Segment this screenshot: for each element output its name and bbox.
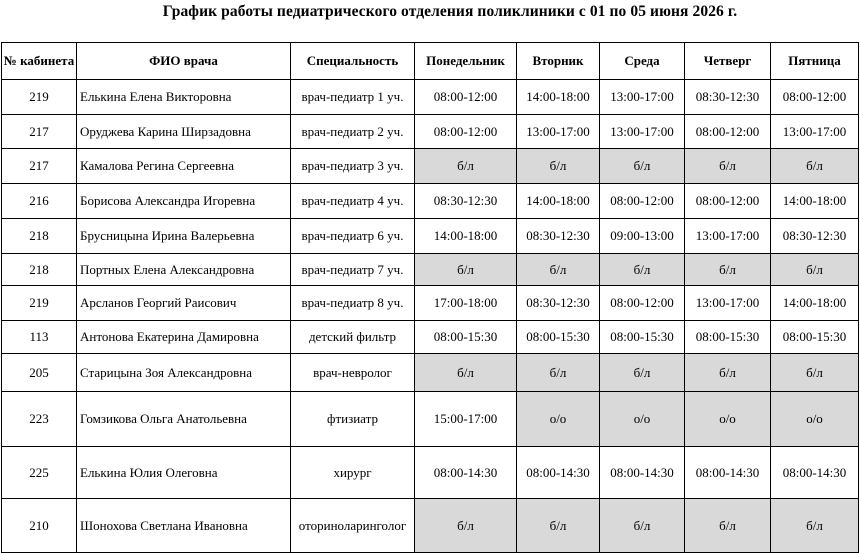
cell-thursday: б/л <box>685 254 771 286</box>
cell-doctor-name: Антонова Екатерина Дамировна <box>77 321 291 354</box>
table-row <box>2 447 859 499</box>
cell-doctor-name: Портных Елена Александровна <box>77 254 291 286</box>
table-row <box>2 254 859 286</box>
header-tuesday: Вторник <box>517 43 600 80</box>
cell-room: 218 <box>2 219 77 254</box>
table-row <box>2 149 859 184</box>
header-wednesday: Среда <box>600 43 685 80</box>
schedule-table <box>1 42 859 553</box>
cell-tuesday: б/л <box>517 149 600 184</box>
cell-room: 225 <box>2 447 77 499</box>
cell-doctor-name: Елькина Елена Викторовна <box>77 80 291 115</box>
cell-wednesday: 08:00-12:00 <box>600 184 685 219</box>
cell-tuesday: 08:30-12:30 <box>517 219 600 254</box>
cell-wednesday: 08:00-15:30 <box>600 321 685 354</box>
cell-specialty: хирург <box>291 447 415 499</box>
cell-monday: 08:30-12:30 <box>415 184 517 219</box>
table-row <box>2 392 859 447</box>
cell-wednesday: 08:00-14:30 <box>600 447 685 499</box>
cell-tuesday: о/о <box>517 392 600 447</box>
cell-specialty: оториноларинголог <box>291 499 415 553</box>
cell-specialty: врач-педиатр 6 уч. <box>291 219 415 254</box>
cell-specialty: врач-педиатр 4 уч. <box>291 184 415 219</box>
header-friday: Пятница <box>771 43 859 80</box>
cell-room: 217 <box>2 115 77 149</box>
cell-specialty: врач-педиатр 3 уч. <box>291 149 415 184</box>
cell-thursday: 08:00-12:00 <box>685 184 771 219</box>
cell-friday: 08:00-15:30 <box>771 321 859 354</box>
table-row <box>2 286 859 321</box>
cell-tuesday: 08:00-14:30 <box>517 447 600 499</box>
cell-friday: 08:00-14:30 <box>771 447 859 499</box>
cell-wednesday: 09:00-13:00 <box>600 219 685 254</box>
cell-tuesday: 13:00-17:00 <box>517 115 600 149</box>
cell-thursday: 13:00-17:00 <box>685 219 771 254</box>
cell-room: 217 <box>2 149 77 184</box>
cell-monday: 08:00-14:30 <box>415 447 517 499</box>
cell-doctor-name: Елькина Юлия Олеговна <box>77 447 291 499</box>
cell-tuesday: 08:30-12:30 <box>517 286 600 321</box>
cell-doctor-name: Гомзикова Ольга Анатольевна <box>77 392 291 447</box>
cell-room: 210 <box>2 499 77 553</box>
cell-tuesday: 08:00-15:30 <box>517 321 600 354</box>
cell-friday: б/л <box>771 499 859 553</box>
cell-specialty: врач-педиатр 2 уч. <box>291 115 415 149</box>
schedule-body <box>2 80 859 553</box>
cell-specialty: врач-педиатр 1 уч. <box>291 80 415 115</box>
header-monday: Понедельник <box>415 43 517 80</box>
cell-monday: 08:00-12:00 <box>415 80 517 115</box>
cell-thursday: 08:00-12:00 <box>685 115 771 149</box>
cell-monday: б/л <box>415 354 517 392</box>
header-thursday: Четверг <box>685 43 771 80</box>
cell-friday: 14:00-18:00 <box>771 184 859 219</box>
cell-doctor-name: Оруджева Карина Ширзадовна <box>77 115 291 149</box>
cell-friday: б/л <box>771 354 859 392</box>
cell-doctor-name: Арсланов Георгий Раисович <box>77 286 291 321</box>
cell-wednesday: о/о <box>600 392 685 447</box>
cell-doctor-name: Брусницына Ирина Валерьевна <box>77 219 291 254</box>
cell-wednesday: 08:00-12:00 <box>600 286 685 321</box>
cell-wednesday: 13:00-17:00 <box>600 115 685 149</box>
header-room: № кабинета <box>2 43 77 80</box>
cell-room: 113 <box>2 321 77 354</box>
table-row <box>2 354 859 392</box>
cell-tuesday: б/л <box>517 354 600 392</box>
cell-friday: 08:00-12:00 <box>771 80 859 115</box>
table-row <box>2 321 859 354</box>
cell-monday: б/л <box>415 499 517 553</box>
cell-room: 205 <box>2 354 77 392</box>
table-row <box>2 219 859 254</box>
cell-room: 219 <box>2 80 77 115</box>
cell-thursday: б/л <box>685 354 771 392</box>
cell-room: 219 <box>2 286 77 321</box>
cell-monday: 15:00-17:00 <box>415 392 517 447</box>
cell-monday: 17:00-18:00 <box>415 286 517 321</box>
cell-monday: 14:00-18:00 <box>415 219 517 254</box>
cell-doctor-name: Старицына Зоя Александровна <box>77 354 291 392</box>
cell-wednesday: 13:00-17:00 <box>600 80 685 115</box>
header-name: ФИО врача <box>77 43 291 80</box>
cell-thursday: 08:00-14:30 <box>685 447 771 499</box>
cell-wednesday: б/л <box>600 149 685 184</box>
cell-tuesday: 14:00-18:00 <box>517 184 600 219</box>
cell-friday: б/л <box>771 149 859 184</box>
cell-thursday: о/о <box>685 392 771 447</box>
cell-specialty: врач-педиатр 7 уч. <box>291 254 415 286</box>
cell-thursday: 13:00-17:00 <box>685 286 771 321</box>
cell-specialty: врач-педиатр 8 уч. <box>291 286 415 321</box>
header-specialty: Специальность <box>291 43 415 80</box>
cell-thursday: б/л <box>685 499 771 553</box>
cell-friday: 14:00-18:00 <box>771 286 859 321</box>
header-row <box>2 43 859 80</box>
cell-friday: 08:30-12:30 <box>771 219 859 254</box>
cell-monday: б/л <box>415 254 517 286</box>
cell-room: 216 <box>2 184 77 219</box>
page-title: График работы педиатрического отделения поликлиники с 01 по 05 июня 2026 г. <box>162 3 738 20</box>
cell-doctor-name: Камалова Регина Сергеевна <box>77 149 291 184</box>
cell-wednesday: б/л <box>600 499 685 553</box>
cell-wednesday: б/л <box>600 354 685 392</box>
cell-tuesday: б/л <box>517 499 600 553</box>
cell-specialty: фтизиатр <box>291 392 415 447</box>
cell-thursday: б/л <box>685 149 771 184</box>
table-row <box>2 184 859 219</box>
cell-room: 218 <box>2 254 77 286</box>
cell-monday: б/л <box>415 149 517 184</box>
cell-friday: о/о <box>771 392 859 447</box>
cell-specialty: детский фильтр <box>291 321 415 354</box>
cell-tuesday: 14:00-18:00 <box>517 80 600 115</box>
cell-specialty: врач-невролог <box>291 354 415 392</box>
cell-tuesday: б/л <box>517 254 600 286</box>
cell-friday: б/л <box>771 254 859 286</box>
cell-monday: 08:00-15:30 <box>415 321 517 354</box>
cell-doctor-name: Борисова Александра Игоревна <box>77 184 291 219</box>
cell-monday: 08:00-12:00 <box>415 115 517 149</box>
cell-thursday: 08:30-12:30 <box>685 80 771 115</box>
cell-wednesday: б/л <box>600 254 685 286</box>
table-row <box>2 115 859 149</box>
table-row <box>2 80 859 115</box>
cell-friday: 13:00-17:00 <box>771 115 859 149</box>
cell-doctor-name: Шонохова Светлана Ивановна <box>77 499 291 553</box>
cell-thursday: 08:00-15:30 <box>685 321 771 354</box>
cell-room: 223 <box>2 392 77 447</box>
table-row <box>2 499 859 553</box>
